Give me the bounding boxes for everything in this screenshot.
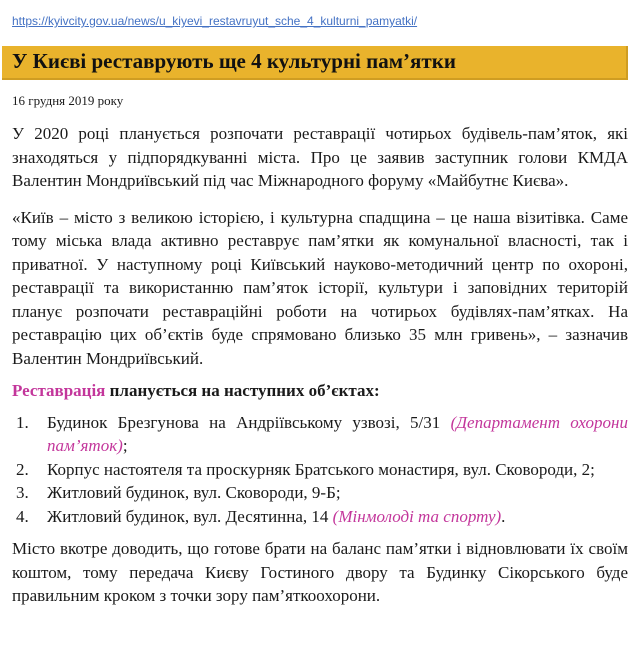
list-item-text: Корпус настоятеля та проскурняк Братського монастиря, вул. Сковороди, 2; (47, 459, 595, 479)
list-heading-accent: Реставрація (12, 381, 106, 401)
list-item-note: (Департамент охорони пам’яток) (47, 412, 628, 456)
objects-list (12, 411, 628, 529)
list-item (12, 505, 628, 529)
publication-date: 16 грудня 2019 року (12, 93, 124, 109)
list-heading-rest: планується на наступних об’єктах: (105, 381, 380, 401)
list-heading (12, 379, 628, 403)
list-item-suffix: . (501, 506, 506, 526)
list-item-number: 4. (16, 506, 29, 526)
list-item-number: 1. (16, 412, 29, 432)
list-item-text: Житловий будинок, вул. Десятинна, 14 (47, 506, 333, 526)
list-item-number: 2. (16, 459, 29, 479)
article-title: У Києві реставрують ще 4 культурні пам’ятки (12, 49, 456, 73)
list-item (12, 481, 628, 505)
list-item-suffix: ; (122, 436, 128, 456)
paragraph-intro: У 2020 році планується розпочати реставрації чотирьох будівель-пам’яток, які знаходяться у підпорядкуванні міста. Про це заявив заступник голови КМДА Валентин Мондриївський під час Міжнародного форуму «Майбутнє Києва». (12, 124, 628, 191)
list-item-number: 3. (16, 483, 29, 503)
list-item (12, 458, 628, 482)
list-item-note: (Мінмолоді та спорту) (332, 506, 502, 526)
source-url-link[interactable]: https://kyivcity.gov.ua/news/u_kiyevi_restavruyut_sche_4_kulturni_pamyatki/ (12, 14, 418, 28)
list-item (12, 411, 628, 458)
article-title-highlight (2, 46, 628, 80)
paragraph-quote: «Київ – місто з великою історією, і культурна спадщина – це наша візитівка. Саме тому міська влада активно реставрує пам’ятки як комунальної власності, так і приватної. У наступному році Київський науково-методичний центр по охороні, реставрації та використанню пам’яток історії, культури і заповідних територій планує розпочати реставраційні роботи на чотирьох будівлях-пам’ятках. На реставрацію цих об’єктів буде спрямовано близько 35 млн гривень», – зазначив Валентин Мондриївський. (12, 207, 628, 368)
list-item-text: Будинок Брезгунова на Андріївському узвозі, 5/31 (47, 412, 451, 432)
paragraph-closing: Місто вкотре доводить, що готове брати на баланс пам’ятки і відновлювати їх своїм коштом, тому передача Києву Гостиного двору та Будинку Сікорського буде правильним кроком з точки зору пам’яткоохорони. (12, 539, 628, 606)
list-item-text: Житловий будинок, вул. Сковороди, 9-Б; (47, 483, 341, 503)
